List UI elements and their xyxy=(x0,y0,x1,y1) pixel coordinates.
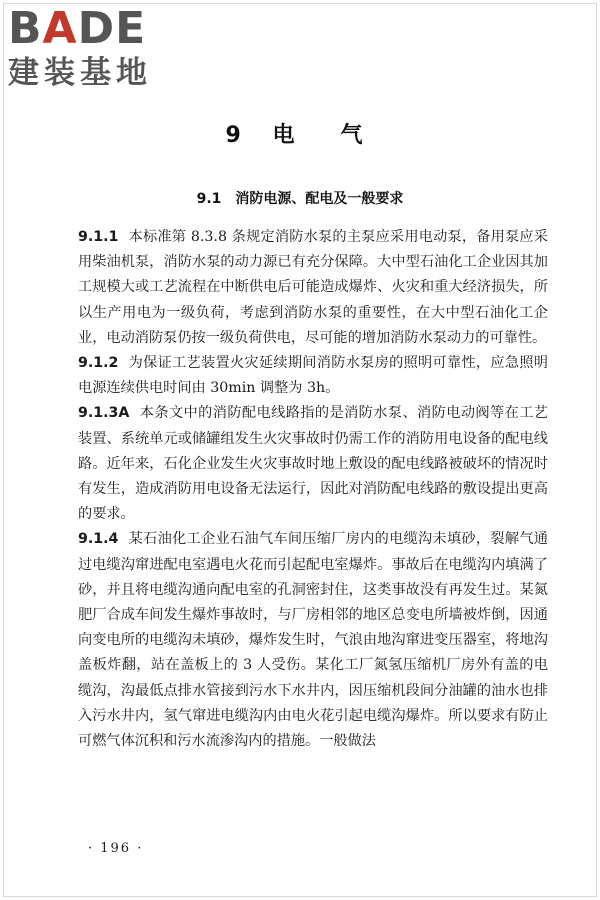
clause-number: 9.1.3A xyxy=(78,405,130,422)
body-text xyxy=(78,225,548,754)
logo-mark xyxy=(8,4,178,54)
paragraph xyxy=(78,351,548,401)
logo-subtitle: 建装基地 xyxy=(8,55,152,91)
paragraph xyxy=(78,527,548,754)
clause-number: 9.1.2 xyxy=(78,355,119,372)
clause-text: 某石油化工企业石油气车间压缩厂房内的电缆沟未填砂，裂解气通过电缆沟窜进配电室遇电火花而引起配电室爆炸。事故后在电缆沟内填满了砂，并且将电缆沟通向配电室的孔洞密封住，这类事故没有再发生过。某氮肥厂合成车间发生爆炸事故时，与厂房相邻的地区总变电所墙被炸倒，因通向变电所的电缆沟未填砂，爆炸发生时，气浪由地沟窜进变压器室，将地沟盖板炸翻，站在盖板上的 3 人受伤。某化工厂氮氢压缩机厂房外有盖的电缆沟，沟最低点排水管接到污水下水井内，因压缩机段间分油罐的油水也排入污水井内，氢气窜进电缆沟内由电火花引起电缆沟爆炸。所以要求有防止可燃气体沉积和污水流渗沟内的措施。一般做法 xyxy=(78,531,548,750)
logo-mark-text: BADE xyxy=(8,3,147,54)
paragraph xyxy=(78,225,548,351)
logo-accent-letter: A xyxy=(42,3,78,54)
clause-number: 9.1.1 xyxy=(78,229,119,245)
paragraph xyxy=(78,401,548,527)
clause-text: 为保证工艺装置火灾延续期间消防水泵房的照明可靠性，应急照明电源连续供电时间由 30min 调整为 3h。 xyxy=(78,355,548,397)
clause-number: 9.1.4 xyxy=(78,531,119,548)
clause-text: 本标准第 8.3.8 条规定消防水泵的主泵应采用电动泵，备用泵应采用柴油机泵，消防水泵的动力源已有充分保障。大中型石油化工企业因其加工规模大或工艺流程在中断供电后可能造成爆炸、火灾和重大经济损失，所以生产用电为一级负荷，考虑到消防水泵的重要性，在大中型石油化工企业，电动消防泵仍按一级负荷供电，尽可能的增加消防水泵动力的可靠性。 xyxy=(78,229,548,346)
section-number: 9.1 xyxy=(196,191,222,207)
section-heading: 消防电源、配电及一般要求 xyxy=(235,191,404,207)
page-number: · 196 · xyxy=(88,841,144,856)
section-title xyxy=(0,188,600,208)
chapter-title: 9 电 气 xyxy=(225,123,375,148)
logo xyxy=(8,4,178,92)
clause-text: 本条文中的消防配电线路指的是消防水泵、消防电动阀等在工艺装置、系统单元或储罐组发生火灾事故时仍需工作的消防用电设备的配电线路。近年来，石化企业发生火灾事故时地上敷设的配电线路被破坏的情况时有发生，造成消防用电设备无法运行，因此对消防配电线路的敷设提出更高的要求。 xyxy=(78,405,548,523)
